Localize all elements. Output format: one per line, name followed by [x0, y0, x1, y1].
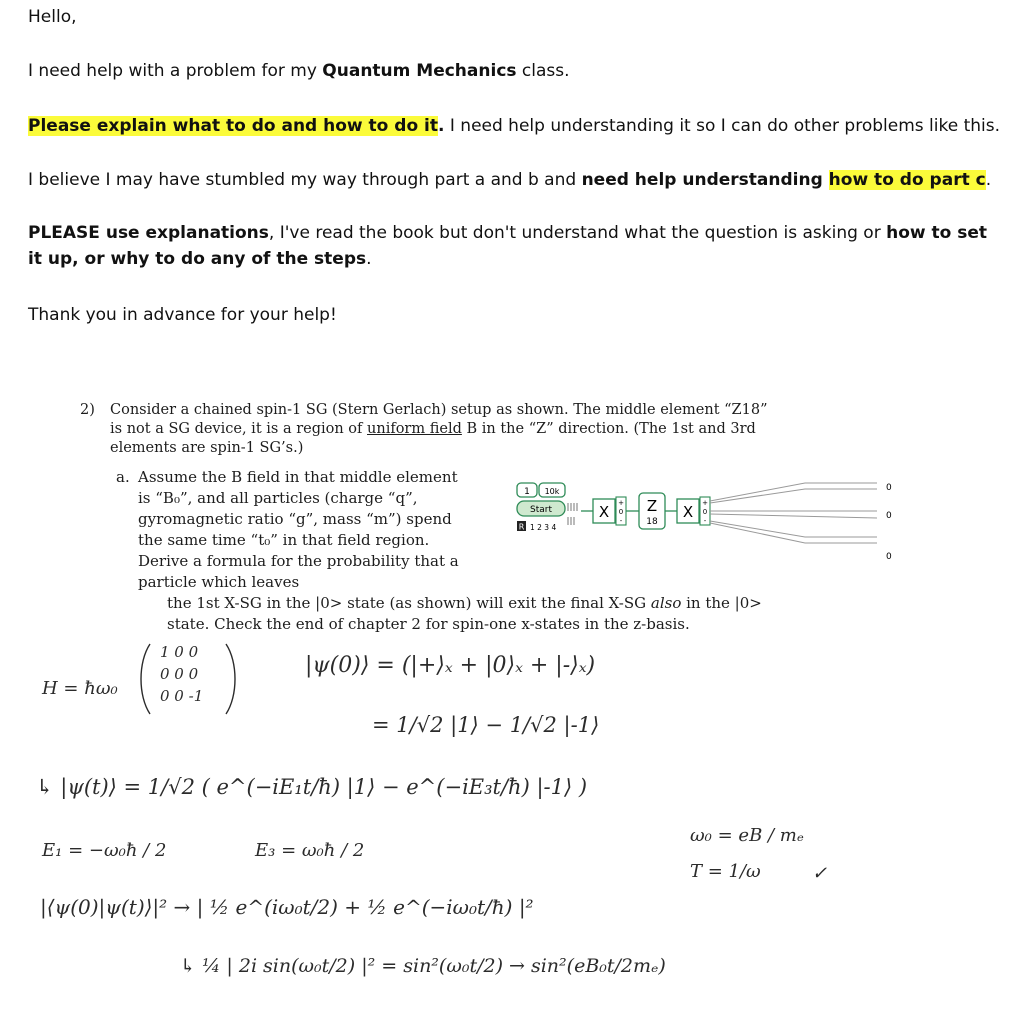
- beam-hatching: [568, 503, 577, 525]
- paragraph-course: [28, 58, 1003, 84]
- hamiltonian-lhs: H = ħω₀: [42, 678, 118, 699]
- port-minus: -: [703, 517, 707, 525]
- text: B in the “Z” direction. (The 1st and 3rd elements are spin-1 SG’s.): [110, 421, 756, 456]
- field-label: Z: [646, 497, 658, 515]
- initial-state-basis: = 1/√2 |1⟩ − 1/√2 |-1⟩: [372, 713, 600, 737]
- highlighted-part-c: how to do part c: [828, 170, 986, 190]
- text: I need help understanding it so I can do other problems like this.: [444, 116, 1000, 136]
- part-a-continued: [167, 593, 807, 635]
- part-a-text: [116, 467, 468, 593]
- bold-text: how to set it up, or why to do any of the steps: [28, 223, 988, 269]
- time-evolved-state: ↳ |ψ(t)⟩ = 1/√2 ( e^(−iE₁t/ħ) |1⟩ − e^(−iE₃t/ħ) |-1⟩ ): [36, 775, 588, 799]
- text: in the |0>: [681, 594, 762, 612]
- matrix-row-3: 0 0 -1: [160, 687, 204, 705]
- energy-3: E₃ = ω₀ħ / 2: [255, 840, 365, 861]
- paragraph-explanations: [28, 220, 1003, 272]
- port-zero: 0: [618, 508, 624, 516]
- text: state. Check the end of chapter 2 for spin-one x-states in the z-basis.: [167, 615, 690, 633]
- underlined-text: uniform field: [367, 421, 462, 437]
- stern-gerlach-diagram: [505, 473, 905, 583]
- out-top-count: 0: [886, 483, 892, 493]
- field-number: 18: [646, 517, 658, 527]
- text: , I've read the book but don't understand what the question is asking or: [268, 223, 887, 243]
- paragraph-progress: [28, 167, 1003, 193]
- final-probability: ↳ ¼ | 2i sin(ω₀t/2) |² = sin²(ω₀t/2) → sin²(eB₀t/2mₑ): [180, 955, 666, 977]
- overlap-amplitude: |⟨ψ(0)|ψ(t)⟩|² → | ½ e^(iω₀t/2) + ½ e^(−iω₀t/ħ) |²: [40, 895, 534, 919]
- register-label: R: [518, 522, 525, 532]
- sg2-label: X: [682, 503, 694, 521]
- port-minus: -: [619, 517, 623, 525]
- text: .: [985, 170, 992, 190]
- output-beams: [710, 483, 877, 543]
- matrix-row-1: 1 0 0: [160, 643, 199, 661]
- out-mid-count: 0: [886, 511, 892, 521]
- bold-text: need help understanding: [581, 170, 829, 190]
- course-name: Quantum Mechanics: [322, 61, 517, 81]
- part-label: a.: [116, 468, 130, 486]
- sg1-label: X: [598, 503, 610, 521]
- problem-number: 2): [80, 402, 95, 418]
- out-bot-count: 0: [886, 552, 892, 562]
- text: .: [366, 249, 372, 269]
- highlighted-request: Please explain what to do and how to do it: [28, 116, 438, 136]
- start-label: Start: [530, 505, 552, 515]
- text: Consider a chained spin-1 SG (Stern Gerlach) setup as shown. The middle element “Z18” is not a SG device, it is a region of: [110, 402, 768, 437]
- text: I need help with a problem for my: [28, 61, 323, 81]
- matrix-row-2: 0 0 0: [160, 665, 199, 683]
- initial-state: |ψ(0)⟩ = (|+⟩ₓ + |0⟩ₓ + |-⟩ₓ): [305, 653, 596, 678]
- port-plus: +: [702, 499, 708, 507]
- larmor-frequency: ω₀ = eB / mₑ: [690, 825, 804, 846]
- port-plus: +: [618, 499, 624, 507]
- text: class.: [516, 61, 570, 81]
- part-a-body: Assume the B field in that middle element is “B₀”, and all particles (charge “q”, gyromagnetic ratio “g”, mass “m”) spend the same time “t₀” in that field region. Derive a formula for the probability that a particle which leaves: [138, 468, 459, 591]
- period: T = 1/ω: [690, 861, 761, 882]
- paragraph-request: [28, 113, 1003, 139]
- energy-1: E₁ = −ω₀ħ / 2: [42, 840, 167, 861]
- text: .: [438, 116, 445, 136]
- italic-text: also: [650, 594, 682, 612]
- check-mark: ✓: [812, 863, 828, 884]
- problem-intro: [110, 401, 780, 458]
- scanned-homework: [36, 395, 1000, 1015]
- counter-2-label: 10k: [544, 487, 560, 496]
- text: I believe I may have stumbled my way through part a and b and: [28, 170, 582, 190]
- thanks-line: Thank you in advance for your help!: [28, 305, 337, 325]
- bold-text: PLEASE use explanations: [28, 223, 269, 243]
- text: the 1st X-SG in the |0> state (as shown) will exit the final X-SG: [167, 594, 651, 612]
- problem-statement: [80, 401, 780, 458]
- greeting: Hello,: [28, 7, 77, 27]
- register-digits: 1 2 3 4: [530, 523, 557, 532]
- counter-1-label: 1: [524, 487, 530, 497]
- port-zero: 0: [702, 508, 708, 516]
